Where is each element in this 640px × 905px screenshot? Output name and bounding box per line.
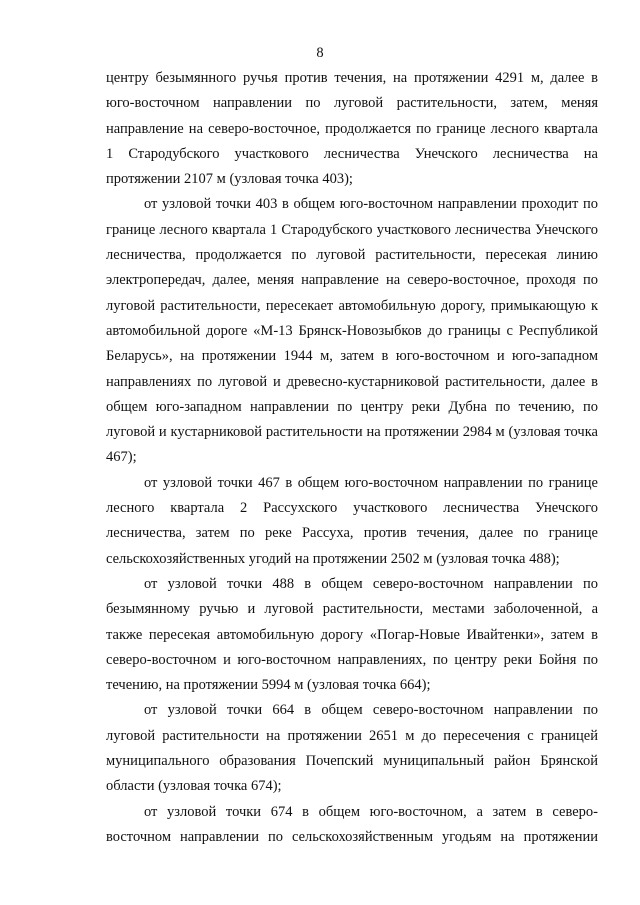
paragraph-node-403: от узловой точки 403 в общем юго-восточном направлении проходит по границе лесного квартала 1 Стародубского участкового лесничества Унечского лесничества, продолжается по луговой растительности, пересекая линию электропередач, далее, меняя направление на северо-восточное, проходя по луговой растительности, пересекает автомобильную дорогу, примыкающую к автомобильной дороге «М-13 Брянск-Новозыбков до границы с Республикой Беларусь», на протяжении 1944 м, затем в юго-восточном и юго-западном направлениях по луговой и древесно-кустарниковой растительности, далее в общем юго-западном направлении по центру реки Дубна по течению, по луговой и кустарниковой растительности на протяжении 2984 м (узловая точка 467); bbox=[106, 196, 598, 466]
paragraph-node-664: от узловой точки 664 в общем северо-восточном направлении по луговой растительности на протяжении 2651 м до пересечения с границей муниципального образования Почепский муниципальный район Брянской области (узловая точка 674); bbox=[106, 702, 598, 795]
paragraph-node-467: от узловой точки 467 в общем юго-восточном направлении по границе лесного квартала 2 Рассухского участкового лесничества Унечского лесничества, затем по реке Рассуха, против течения, далее по границе сельскохозяйственных угодий на протяжении 2502 м (узловая точка 488); bbox=[106, 474, 598, 567]
page-number: 8 bbox=[316, 45, 324, 61]
paragraph-continuation: центру безымянного ручья против течения, на протяжении 4291 м, далее в юго-восточном направлении по луговой растительности, затем, меняя направление на северо-восточное, продолжается по границе лесного квартала 1 Стародубского участкового лесничества Унечского лесничества на протяжении 2107 м (узловая точка 403); bbox=[106, 70, 598, 188]
paragraph-node-674: от узловой точки 674 в общем юго-восточном, а затем в северо-восточном направлении по сельскохозяйственным угодьям на протяжении bbox=[106, 803, 598, 845]
body-text bbox=[106, 66, 598, 850]
paragraph-node-488: от узловой точки 488 в общем северо-восточном направлении по безымянному ручью и луговой растительности, местами заболоченной, а также пересекая автомобильную дорогу «Погар-Новые Ивайтенки», затем в северо-восточном и юго-восточном направлениях, по центру реки Бойня по течению, на протяжении 5994 м (узловая точка 664); bbox=[106, 575, 598, 694]
